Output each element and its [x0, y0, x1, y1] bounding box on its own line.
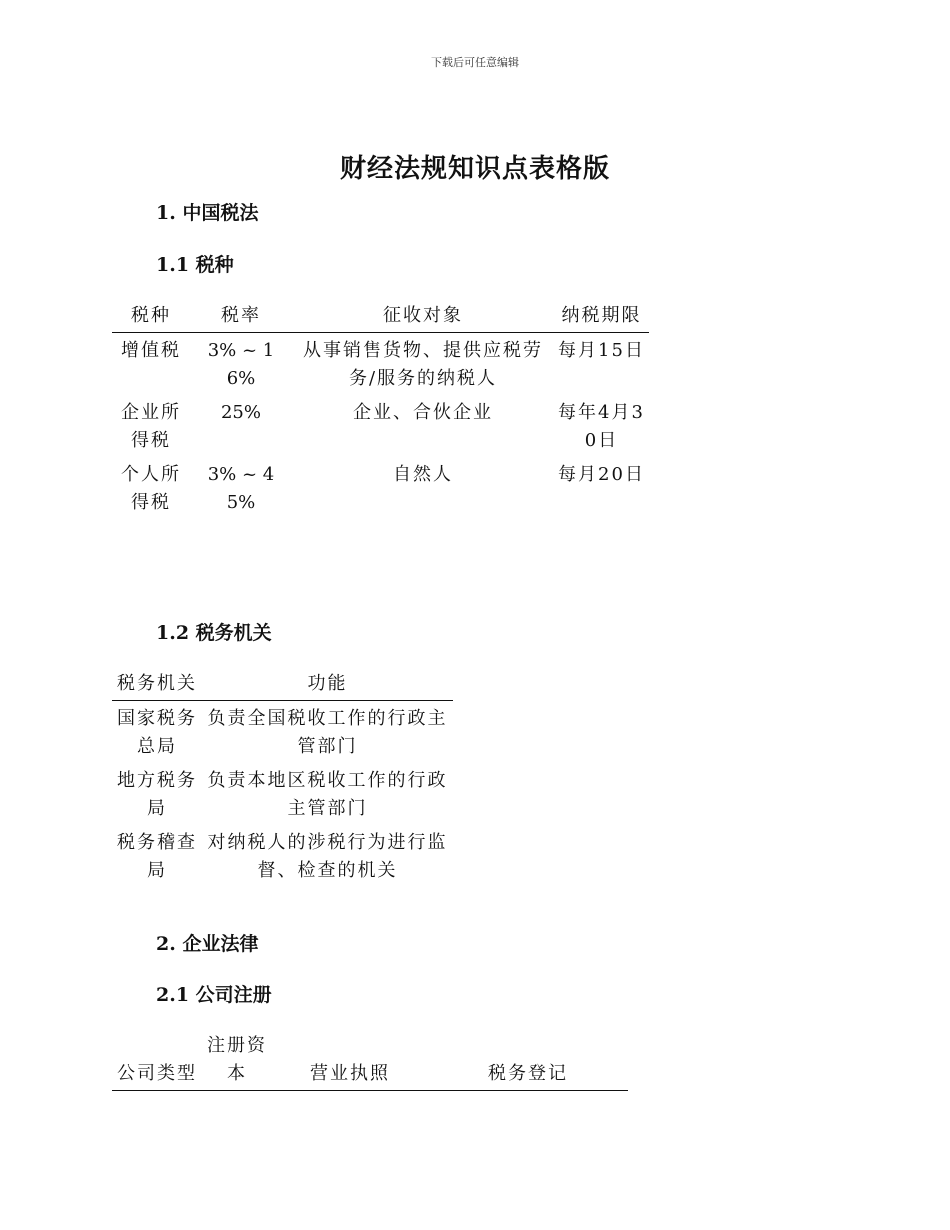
table-cell: 负责全国税收工作的行政主管部门 [207, 708, 448, 757]
section-heading-tax-types: 1.1 税种 [156, 254, 234, 276]
document-title: 财经法规知识点表格版 [339, 154, 610, 184]
column-header: 税务机关 [112, 670, 202, 701]
table-cell: 个人所得税 [121, 464, 181, 513]
column-header: 注册资本 [202, 1032, 272, 1091]
table-cell: 企业所得税 [121, 402, 181, 451]
header-note: 下载后可任意编辑 [431, 56, 519, 69]
table-row [112, 767, 453, 829]
table-cell: 3% ~ 45% [207, 464, 275, 513]
table-row [112, 399, 649, 461]
table-cell: 每年4月30日 [558, 402, 645, 451]
table-header-row [112, 1032, 628, 1091]
company-registration-table [112, 1032, 628, 1091]
table-cell: 增值税 [121, 340, 181, 361]
table-cell: 自然人 [393, 464, 453, 485]
table-cell: 国家税务总局 [117, 708, 197, 757]
table-cell: 地方税务局 [117, 770, 197, 819]
section-heading-company-registration: 2.1 公司注册 [156, 984, 272, 1006]
table-header-row [112, 670, 453, 701]
column-header: 纳税期限 [554, 302, 649, 333]
section-heading-tax-law: 1. 中国税法 [156, 202, 259, 224]
table-row [112, 701, 453, 768]
table-cell: 税务稽查局 [117, 832, 197, 881]
table-cell: 对纳税人的涉税行为进行监督、检查的机关 [207, 832, 448, 881]
column-header: 征收对象 [292, 302, 554, 333]
section-heading-tax-authorities: 1.2 税务机关 [156, 622, 272, 644]
column-header: 税率 [190, 302, 292, 333]
column-header: 公司类型 [112, 1032, 202, 1091]
table-cell: 企业、合伙企业 [353, 402, 493, 423]
column-header: 功能 [202, 670, 453, 701]
table-row [112, 461, 649, 523]
table-cell: 从事销售货物、提供应税劳务/服务的纳税人 [303, 340, 543, 389]
tax-authorities-table [112, 670, 453, 891]
table-cell: 每月20日 [558, 464, 645, 485]
table-header-row [112, 302, 649, 333]
section-heading-enterprise-law: 2. 企业法律 [156, 933, 259, 955]
table-cell: 负责本地区税收工作的行政主管部门 [207, 770, 448, 819]
table-cell: 25% [220, 402, 261, 423]
column-header: 税务登记 [428, 1032, 628, 1091]
table-row [112, 333, 649, 400]
table-row [112, 829, 453, 891]
table-cell: 每月15日 [558, 340, 645, 361]
column-header: 营业执照 [272, 1032, 428, 1091]
table-cell: 3% ~ 16% [207, 340, 275, 389]
tax-types-table [112, 302, 649, 523]
column-header: 税种 [112, 302, 190, 333]
